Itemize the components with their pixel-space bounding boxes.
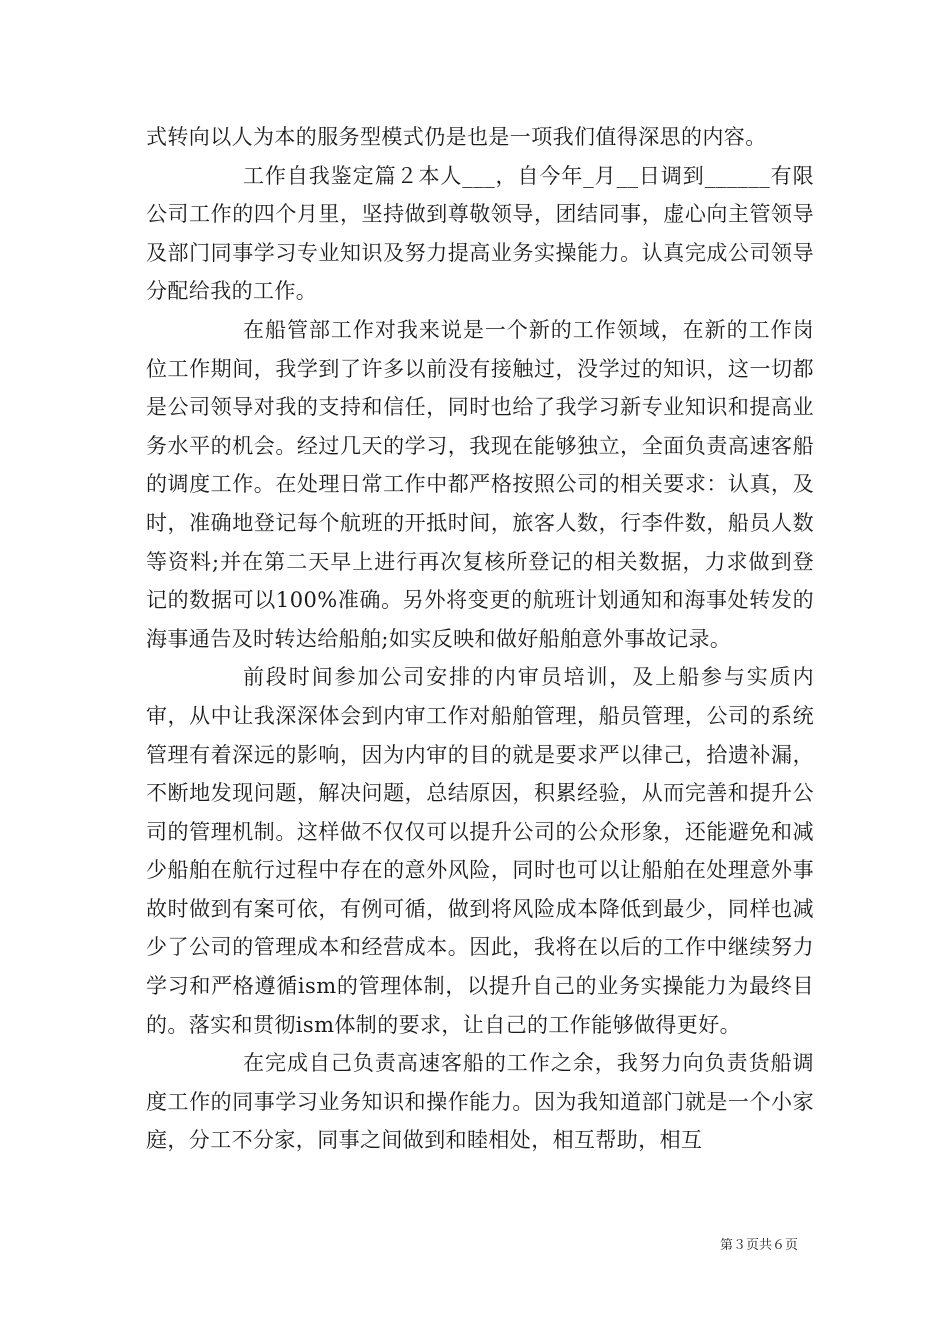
- paragraph-4: 前段时间参加公司安排的内审员培训，及上船参与实质内审，从中让我深深体会到内审工作对船舶管理，船员管理，公司的系统管理有着深远的影响，因为内审的目的就是要求严以律己，拾遗补漏，不断地发现问题，解决问题，总结原因，积累经验，从而完善和提升公司的管理机制。这样做不仅仅可以提升公司的公众形象，还能避免和减少船舶在航行过程中存在的意外风险，同时也可以让船舶在处理意外事故时做到有案可依，有例可循，做到将风险成本降低到最少，同样也减少了公司的管理成本和经营成本。因此，我将在以后的工作中继续努力学习和严格遵循ism的管理体制，以提升自己的业务实操能力为最终目的。落实和贯彻ism体制的要求，让自己的工作能够做得更好。: [146, 665, 814, 1037]
- paragraph-5: 在完成自己负责高速客船的工作之余，我努力向负责货船调度工作的同事学习业务知识和操作能力。因为我知道部门就是一个小家庭，分工不分家，同事之间做到和睦相处，相互帮助，相互: [146, 1051, 814, 1153]
- page-number-footer: 第３页共６页: [720, 1238, 799, 1253]
- paragraph-2: 工作自我鉴定篇２本人___，自今年_月__日调到______有限公司工作的四个月里，坚持做到尊敬领导，团结同事，虚心向主管领导及部门同事学习专业知识及努力提高业务实操能力。认真完成公司领导分配给我的工作。: [146, 163, 814, 304]
- paragraph-1: 式转向以人为本的服务型模式仍是也是一项我们值得深思的内容。: [146, 125, 767, 149]
- paragraph-3: 在船管部工作对我来说是一个新的工作领域，在新的工作岗位工作期间，我学到了许多以前没有接触过，没学过的知识，这一切都是公司领导对我的支持和信任，同时也给了我学习新专业知识和提高业务水平的机会。经过几天的学习，我现在能够独立，全面负责高速客船的调度工作。在处理日常工作中都严格按照公司的相关要求：认真，及时，准确地登记每个航班的开抵时间，旅客人数，行李件数，船员人数等资料;并在第二天早上进行再次复核所登记的相关数据，力求做到登记的数据可以100%准确。另外将变更的航班计划通知和海事处转发的海事通告及时转达给船舶;如实反映和做好船舶意外事故记录。: [146, 317, 814, 651]
- document-body: [146, 118, 814, 1160]
